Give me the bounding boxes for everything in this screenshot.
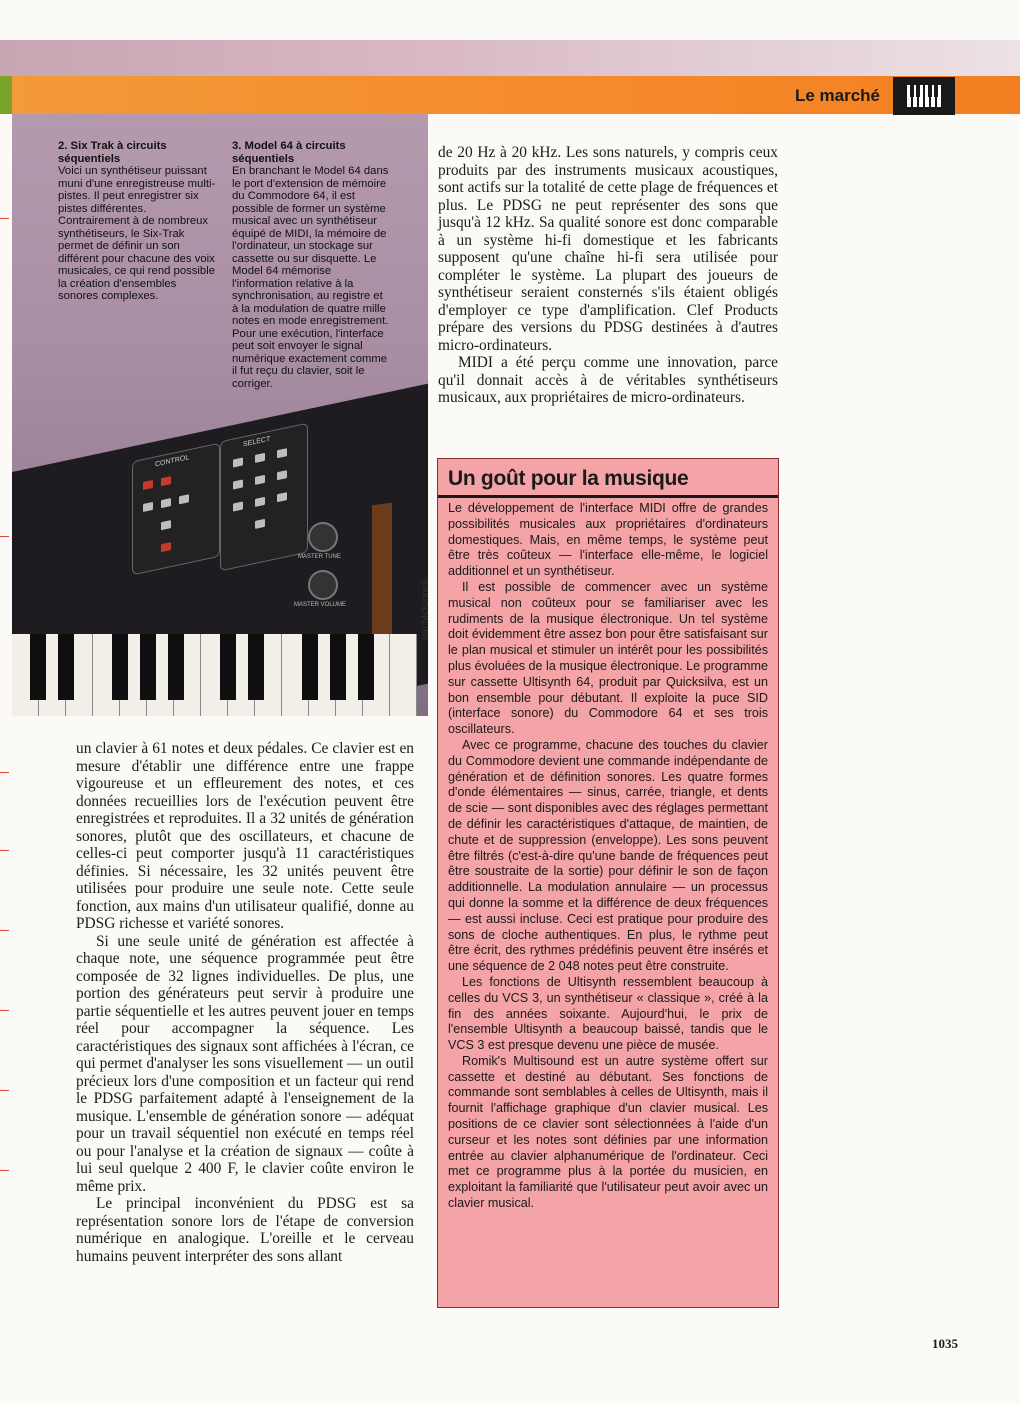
sidebar-paragraph: Le développement de l'interface MIDI offre de grandes possibilités musicales aux propriétaires d'ordinateurs domestiques. Mais, en même temps, le système peut être très coûteux — l'interface elle-même, le logiciel additionnel et un synthétiseur. [448,501,768,579]
black-key [220,634,236,700]
header-color-mark [0,76,12,114]
sidebar-title: Un goût pour la musique [448,467,689,490]
paragraph: Le principal inconvénient du PDSG est sa représentation sonore lors de l'étape de conversion numérique en analogique. L'oreille et le cerveau humains peuvent interpréter des sons allant [76,1195,414,1265]
sidebar-paragraph: Avec ce programme, chacune des touches du clavier du Commodore devient une commande indépendante de génération et de définition sonores. Les quatre formes d'onde élémentaires — sinus, carrée, triangle, et dents de scie — sont disponibles avec des réglages permettant de définir les caractéristiques d'attaque, de maintien, de chute et de suppression (enveloppe). Les sons peuvent être filtrés (c'est-à-dire qu'une bande de fréquences peut être soustraite de la sortie) pour définir le son de façon additionnelle. La modulation annulaire — un processus qui donne la somme et la différence de deux fréquences — est aussi incluse. Ceci est pratique pour produire des sons de cloche authentiques. En plus, le rythme peut être écrit, des rythmes prédéfinis peuvent être insérés et une séquence de 2 048 notes peut être construite. [448,737,768,974]
sidebar-paragraph: Il est possible de commencer avec un système musical non coûteux pour se familiariser avec les rudiments de la musique électronique. Un tel système doit évidemment être assez bon pour être satisfaisant sur le plan musical et stimuler un intérêt pour les possibilités plus évoluées de la musique électronique. Le programme sur cassette Ultisynth 64, produit par Quicksilva, est un bon ensemble pour débutant. Il exploite la puce SID (interface sonore) du Commodore 64 et ses trois oscillateurs. [448,579,768,737]
left-column-text [76,740,414,1265]
panel-button [161,542,171,552]
black-key [58,634,74,700]
margin-tick [0,772,9,773]
page-number: 1035 [932,1336,958,1351]
header-top-band [0,40,1020,76]
black-key [112,634,128,700]
panel-button [161,520,171,530]
synthesizer-photo [12,114,428,716]
black-key [30,634,46,700]
margin-tick [0,850,9,851]
section-title: Le marché [794,86,880,105]
black-key [302,634,318,700]
select-label: SELECT [243,435,271,449]
select-button [255,453,265,463]
play-button [161,476,171,486]
piano-keys-icon [893,77,955,115]
master-tune-knob [308,522,338,552]
white-key [390,634,417,716]
margin-tick [0,218,9,219]
margin-tick [0,1010,9,1011]
control-label: CONTROL [155,454,190,469]
panel-button [179,494,189,504]
caption-model-64-body: En branchant le Model 64 dans le port d'extension de mémoire du Commodore 64, il est possible de former un système musical avec un synthétiseur équipé de MIDI, la mémoire de l'ordinateur, un stockage sur cassette ou sur disquette. Le Model 64 mémorise l'information relative à la synchronisation, au registre et à la modulation de quatre mille notes en mode enregistrement. Pour une exécution, l'interface peut soit envoyer le signal numérique exactement comme il fut reçu du clavier, soit le corriger. [232,165,389,390]
select-button [277,448,287,458]
caption-six-trak [58,140,216,303]
select-button [233,501,243,511]
master-volume-knob [308,570,338,600]
select-button [233,479,243,489]
black-key [330,634,346,700]
panel-button [161,498,171,508]
record-button [143,480,153,490]
margin-tick [0,930,9,931]
select-button [255,519,265,529]
caption-six-trak-title: 2. Six Trak à circuits séquentiels [58,140,167,165]
black-key [168,634,184,700]
margin-tick [0,1170,9,1171]
black-key [358,634,374,700]
paragraph: MIDI a été perçu comme une innovation, parce qu'il donnait accès à de véritables synthétiseurs musicaux, aux propriétaires de micro-ordinateurs. [438,354,778,406]
margin-tick [0,1090,9,1091]
caption-model-64-title: 3. Model 64 à circuits séquentiels [232,140,346,165]
paragraph: de 20 Hz à 20 kHz. Les sons naturels, y compris ceux produits par des instruments musicaux acoustiques, sont actifs sur la totalité de cette plage de fréquences et plus. Le PDSG ne peut représenter des sons que jusqu'à 12 kHz. Sa qualité sonore est donc comparable à un système hi-fi domestique et les fabricants supposent qu'une chaîne hi-fi sera utilisée pour compléter le système. La plupart des joueurs de synthétiseur seraient consternés s'ils étaient obligés d'employer ce type d'amplification. Clef Products prépare des versions du PDSG destinées à d'autres micro-ordinateurs. [438,144,778,354]
master-volume-label: MASTER VOLUME [294,602,347,608]
paragraph: Si une seule unité de génération est affectée à chaque note, une séquence programmée peut être composée de 32 lignes individuelles. De plus, une portion des générateurs peut servir à produire une partie séquentielle et les autres peuvent jouer en temps réel pour accompagner la séquence. Les caractéristiques des signaux sont affichées à l'écran, ce qui permet d'analyser les sons visuellement — un outil précieux lors d'une composition et un facteur qui rend le PDSG parfaitement adapté à l'enseignement de la musique. L'ensemble de génération sonore — adéquat pour un travail séquentiel non exécuté en temps réel ou pour l'analyse et la création de signaux — coûte à lui seul quelque 2 400 F, le clavier coûte environ le même prix. [76,932,414,1195]
sidebar-paragraph: Romik's Multisound est un autre système offert sur cassette et destiné au débutant. Ses fonctions de commande sont semblables à celles de Ultisynth, mais il fournit l'affichage graphique d'un clavier musical. Les positions de ce clavier sont sélectionnées à l'aide d'un curseur et les notes sont définies par une information entrée au clavier alphanumérique de l'ordinateur. Ceci met ce programme plus à la portée du musicien, en exploitant la familiarité que l'utilisateur peut avoir avec un clavier musical. [448,1053,768,1211]
margin-tick [0,536,9,537]
piano-keyboard [12,634,428,716]
right-column-text [438,144,778,407]
black-key [248,634,264,700]
master-tune-label: MASTER TUNE [298,554,341,560]
sidebar-text [448,501,768,1212]
black-key [140,634,156,700]
control-panel [132,443,220,576]
panel-button [143,502,153,512]
caption-six-trak-body: Voici un synthétiseur puissant muni d'une enregistreuse multi-pistes. Il peut enregistrer six pistes différentes. Contrairement à de nombreux synthétiseurs, le Six-Trak permet de définir un son différent pour chacune des voix musicales, ce qui rend possible la création d'ensembles sonores complexes. [58,165,216,302]
select-button [255,497,265,507]
sidebar-box [437,458,779,1308]
select-button [233,457,243,467]
sidebar-paragraph: Les fonctions de Ultisynth ressemblent beaucoup à celles du VCS 3, un synthétiseur « classique », créé à la fin des années soixante. Aujourd'hui, le prix de l'ensemble Ultisynth a beaucoup baissé, tandis que le VCS 3 est presque devenu une pièce de musée. [448,974,768,1053]
photo-credit: Ian McKinnell. [420,577,431,640]
sidebar-title-rule [438,495,778,498]
select-button [255,475,265,485]
caption-model-64 [232,140,392,390]
paragraph: un clavier à 61 notes et deux pédales. Ce clavier est en mesure d'établir une différence entre une frappe vigoureuse et un effleurement des notes, et ces données recueillies lors de l'exécution peuvent être enregistrées et reproduites. Il a 32 unités de génération sonores, plutôt que des oscillateurs, et chacune de celles-ci peut comporter jusqu'à 11 caractéristiques définies. Si nécessaire, les 32 unités peuvent être utilisées pour produire une seule note. Cette seule fonction, aux mains d'un utilisateur qualifié, donne au PDSG richesse et variété sonores. [76,740,414,932]
select-button [277,470,287,480]
select-panel [220,423,308,572]
select-button [277,492,287,502]
